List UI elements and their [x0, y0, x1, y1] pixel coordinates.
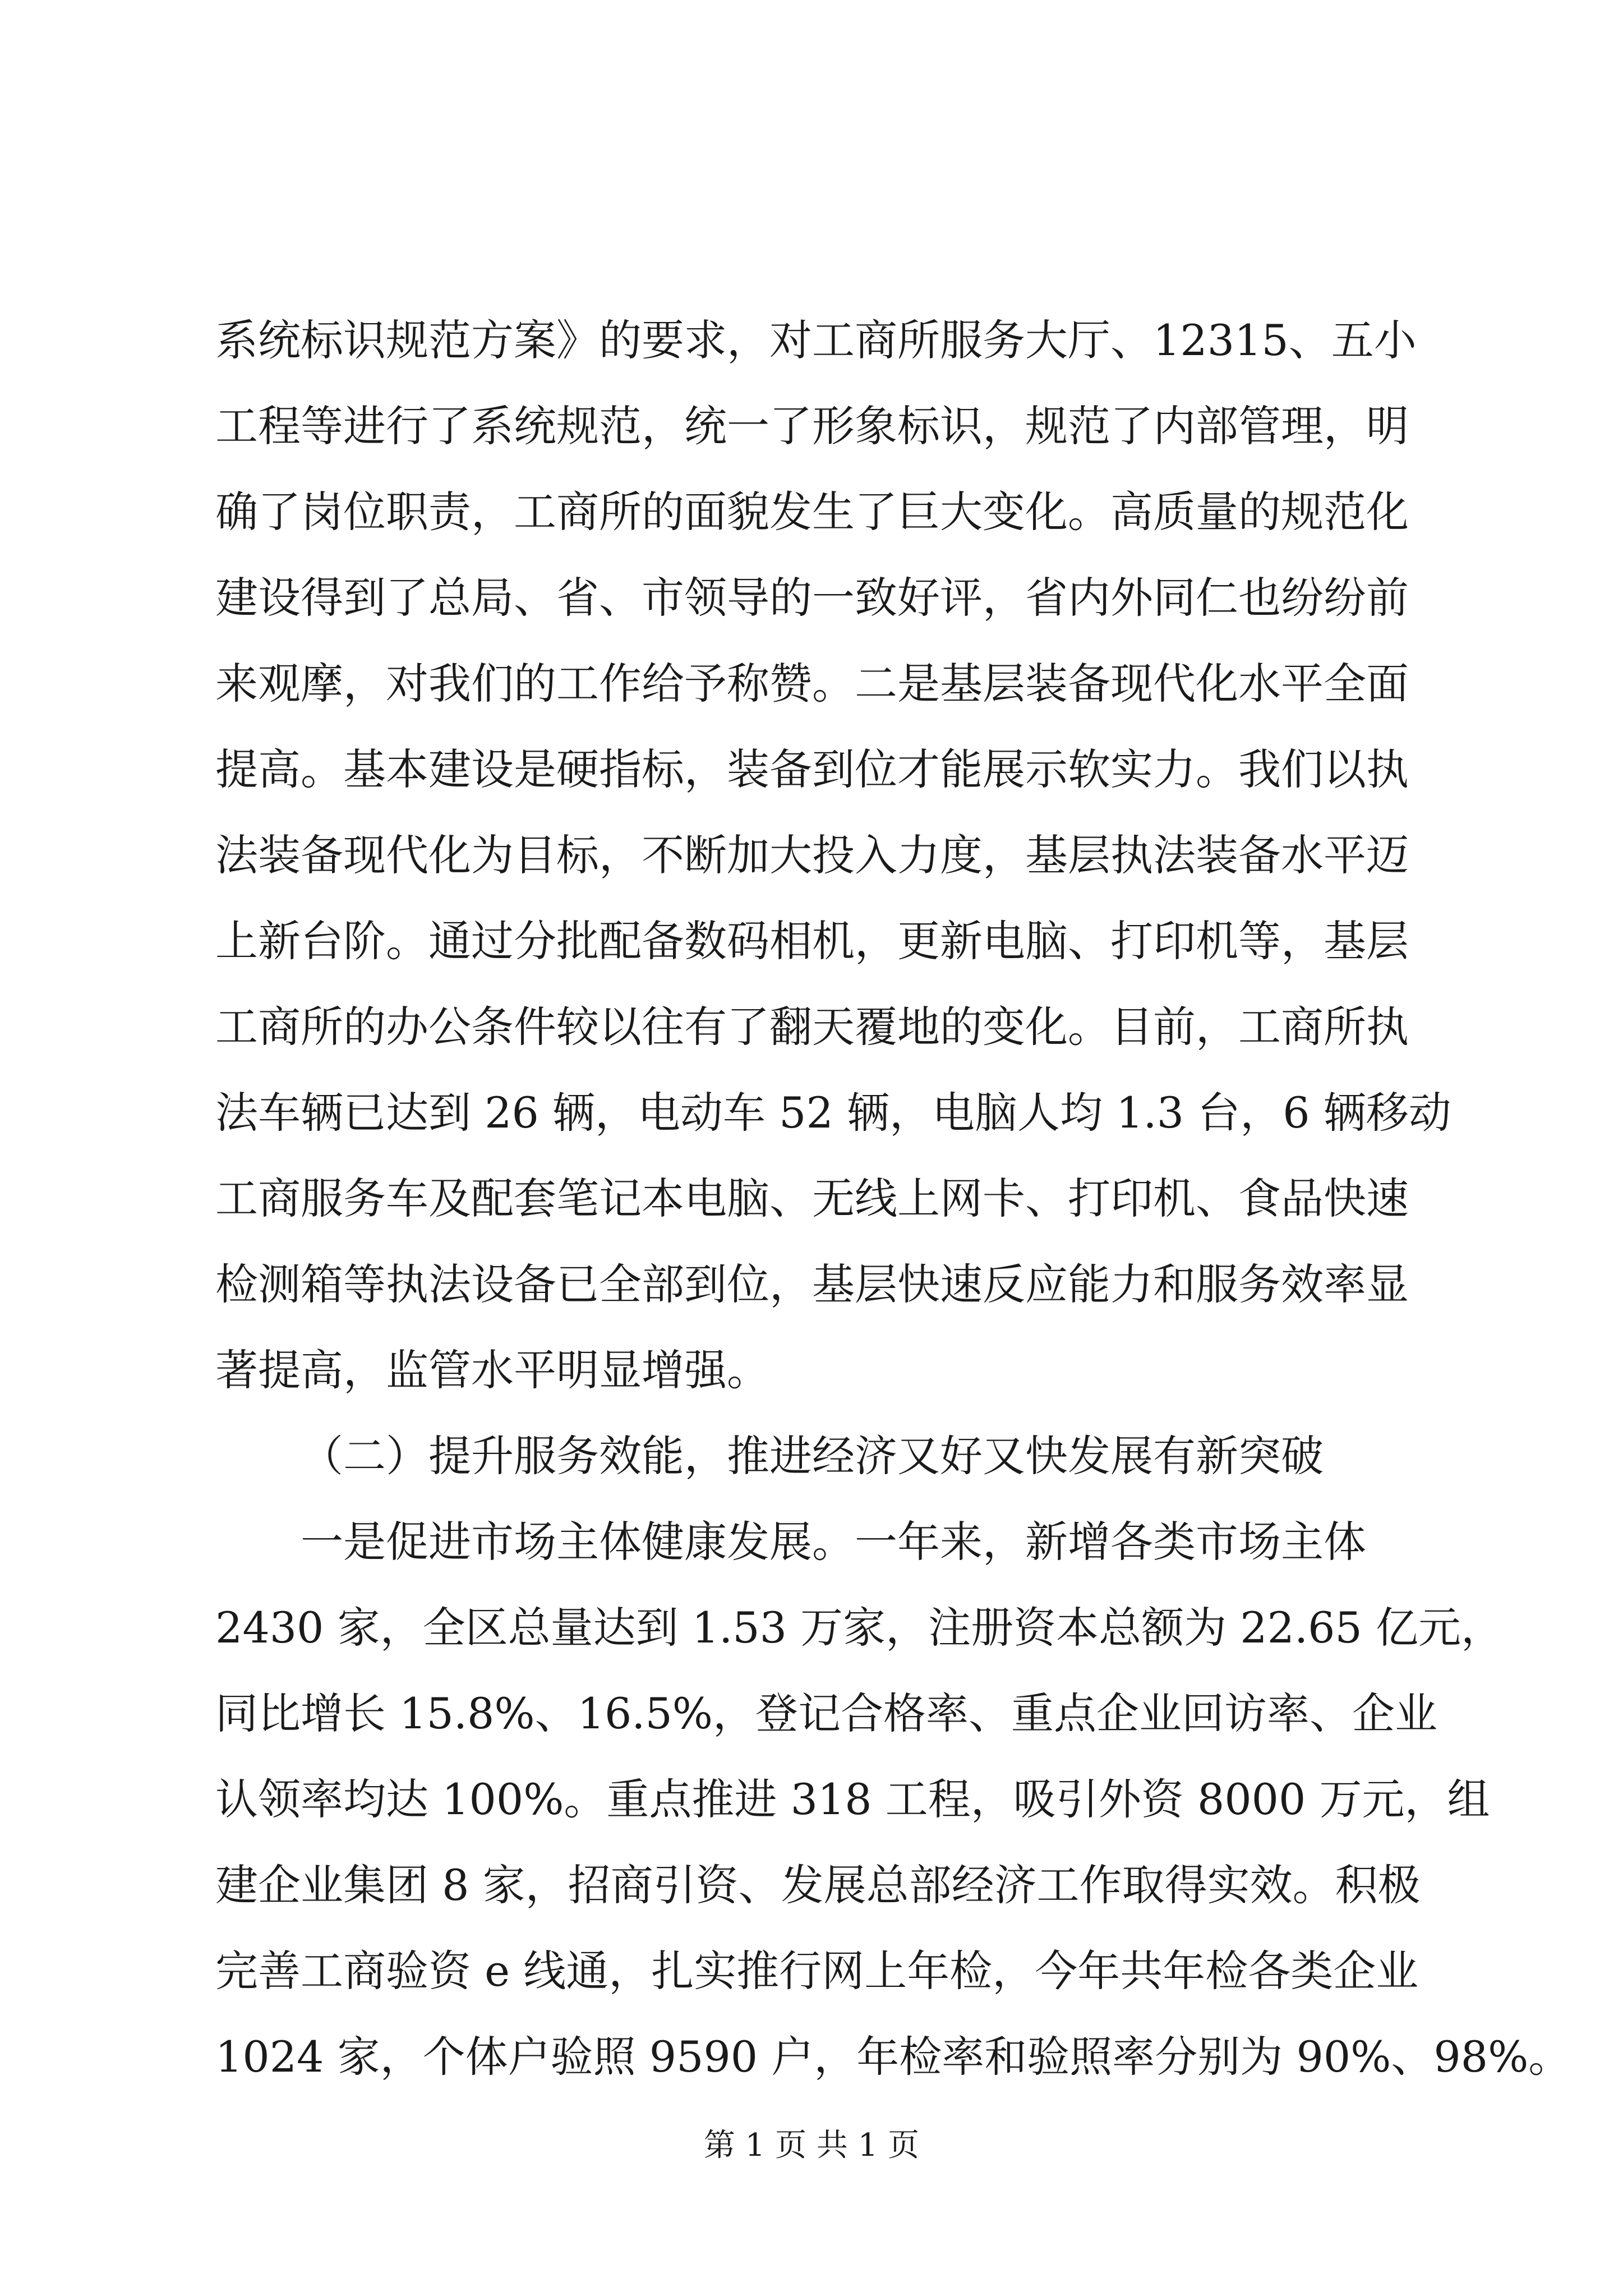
body-line: 法车辆已达到 26 辆，电动车 52 辆，电脑人均 1.3 台，6 辆移动	[215, 1088, 1451, 1138]
body-line: 工程等进行了系统规范，统一了形象标识，规范了内部管理，明	[215, 401, 1409, 451]
body-line: 同比增长 15.8%、16.5%，登记合格率、重点企业回访率、企业	[215, 1688, 1438, 1738]
body-line: 建设得到了总局、省、市领导的一致好评，省内外同仁也纷纷前	[215, 573, 1409, 623]
page-number-footer: 第 1 页 共 1 页	[703, 2127, 920, 2164]
body-line: 工商所的办公条件较以往有了翻天覆地的变化。目前，工商所执	[215, 1002, 1409, 1052]
body-line: 工商服务车及配套笔记本电脑、无线上网卡、打印机、食品快速	[215, 1174, 1409, 1223]
paragraph-first-line: 一是促进市场主体健康发展。一年来，新增各类市场主体	[301, 1517, 1366, 1567]
body-line: 著提高，监管水平明显增强。	[215, 1345, 769, 1395]
document-body	[215, 297, 1571, 2100]
body-line: 建企业集团 8 家，招商引资、发展总部经济工作取得实效。积极	[215, 1860, 1421, 1910]
body-line: 来观摩，对我们的工作给予称赞。二是基层装备现代化水平全面	[215, 659, 1409, 708]
body-line: 法装备现代化为目标，不断加大投入力度，基层执法装备水平迈	[215, 830, 1409, 880]
body-line: 系统标识规范方案》的要求，对工商所服务大厅、12315、五小	[215, 315, 1417, 365]
section-heading: （二）提升服务效能，推进经济又好又快发展有新突破	[301, 1431, 1324, 1481]
body-line: 1024 家，个体户验照 9590 户，年检率和验照率分别为 90%、98%。	[215, 2032, 1571, 2082]
body-line: 检测箱等执法设备已全部到位，基层快速反应能力和服务效率显	[215, 1259, 1409, 1309]
body-line: 提高。基本建设是硬指标，装备到位才能展示软实力。我们以执	[215, 744, 1409, 794]
body-line: 2430 家，全区总量达到 1.53 万家，注册资本总额为 22.65 亿元，	[215, 1603, 1504, 1653]
body-line: 确了岗位职责，工商所的面貌发生了巨大变化。高质量的规范化	[215, 487, 1409, 537]
body-line: 上新台阶。通过分批配备数码相机，更新电脑、打印机等，基层	[215, 916, 1409, 966]
body-line: 完善工商验资 e 线通，扎实推行网上年检，今年共年检各类企业	[215, 1946, 1419, 1996]
body-line: 认领率均达 100%。重点推进 318 工程，吸引外资 8000 万元，组	[215, 1774, 1490, 1824]
